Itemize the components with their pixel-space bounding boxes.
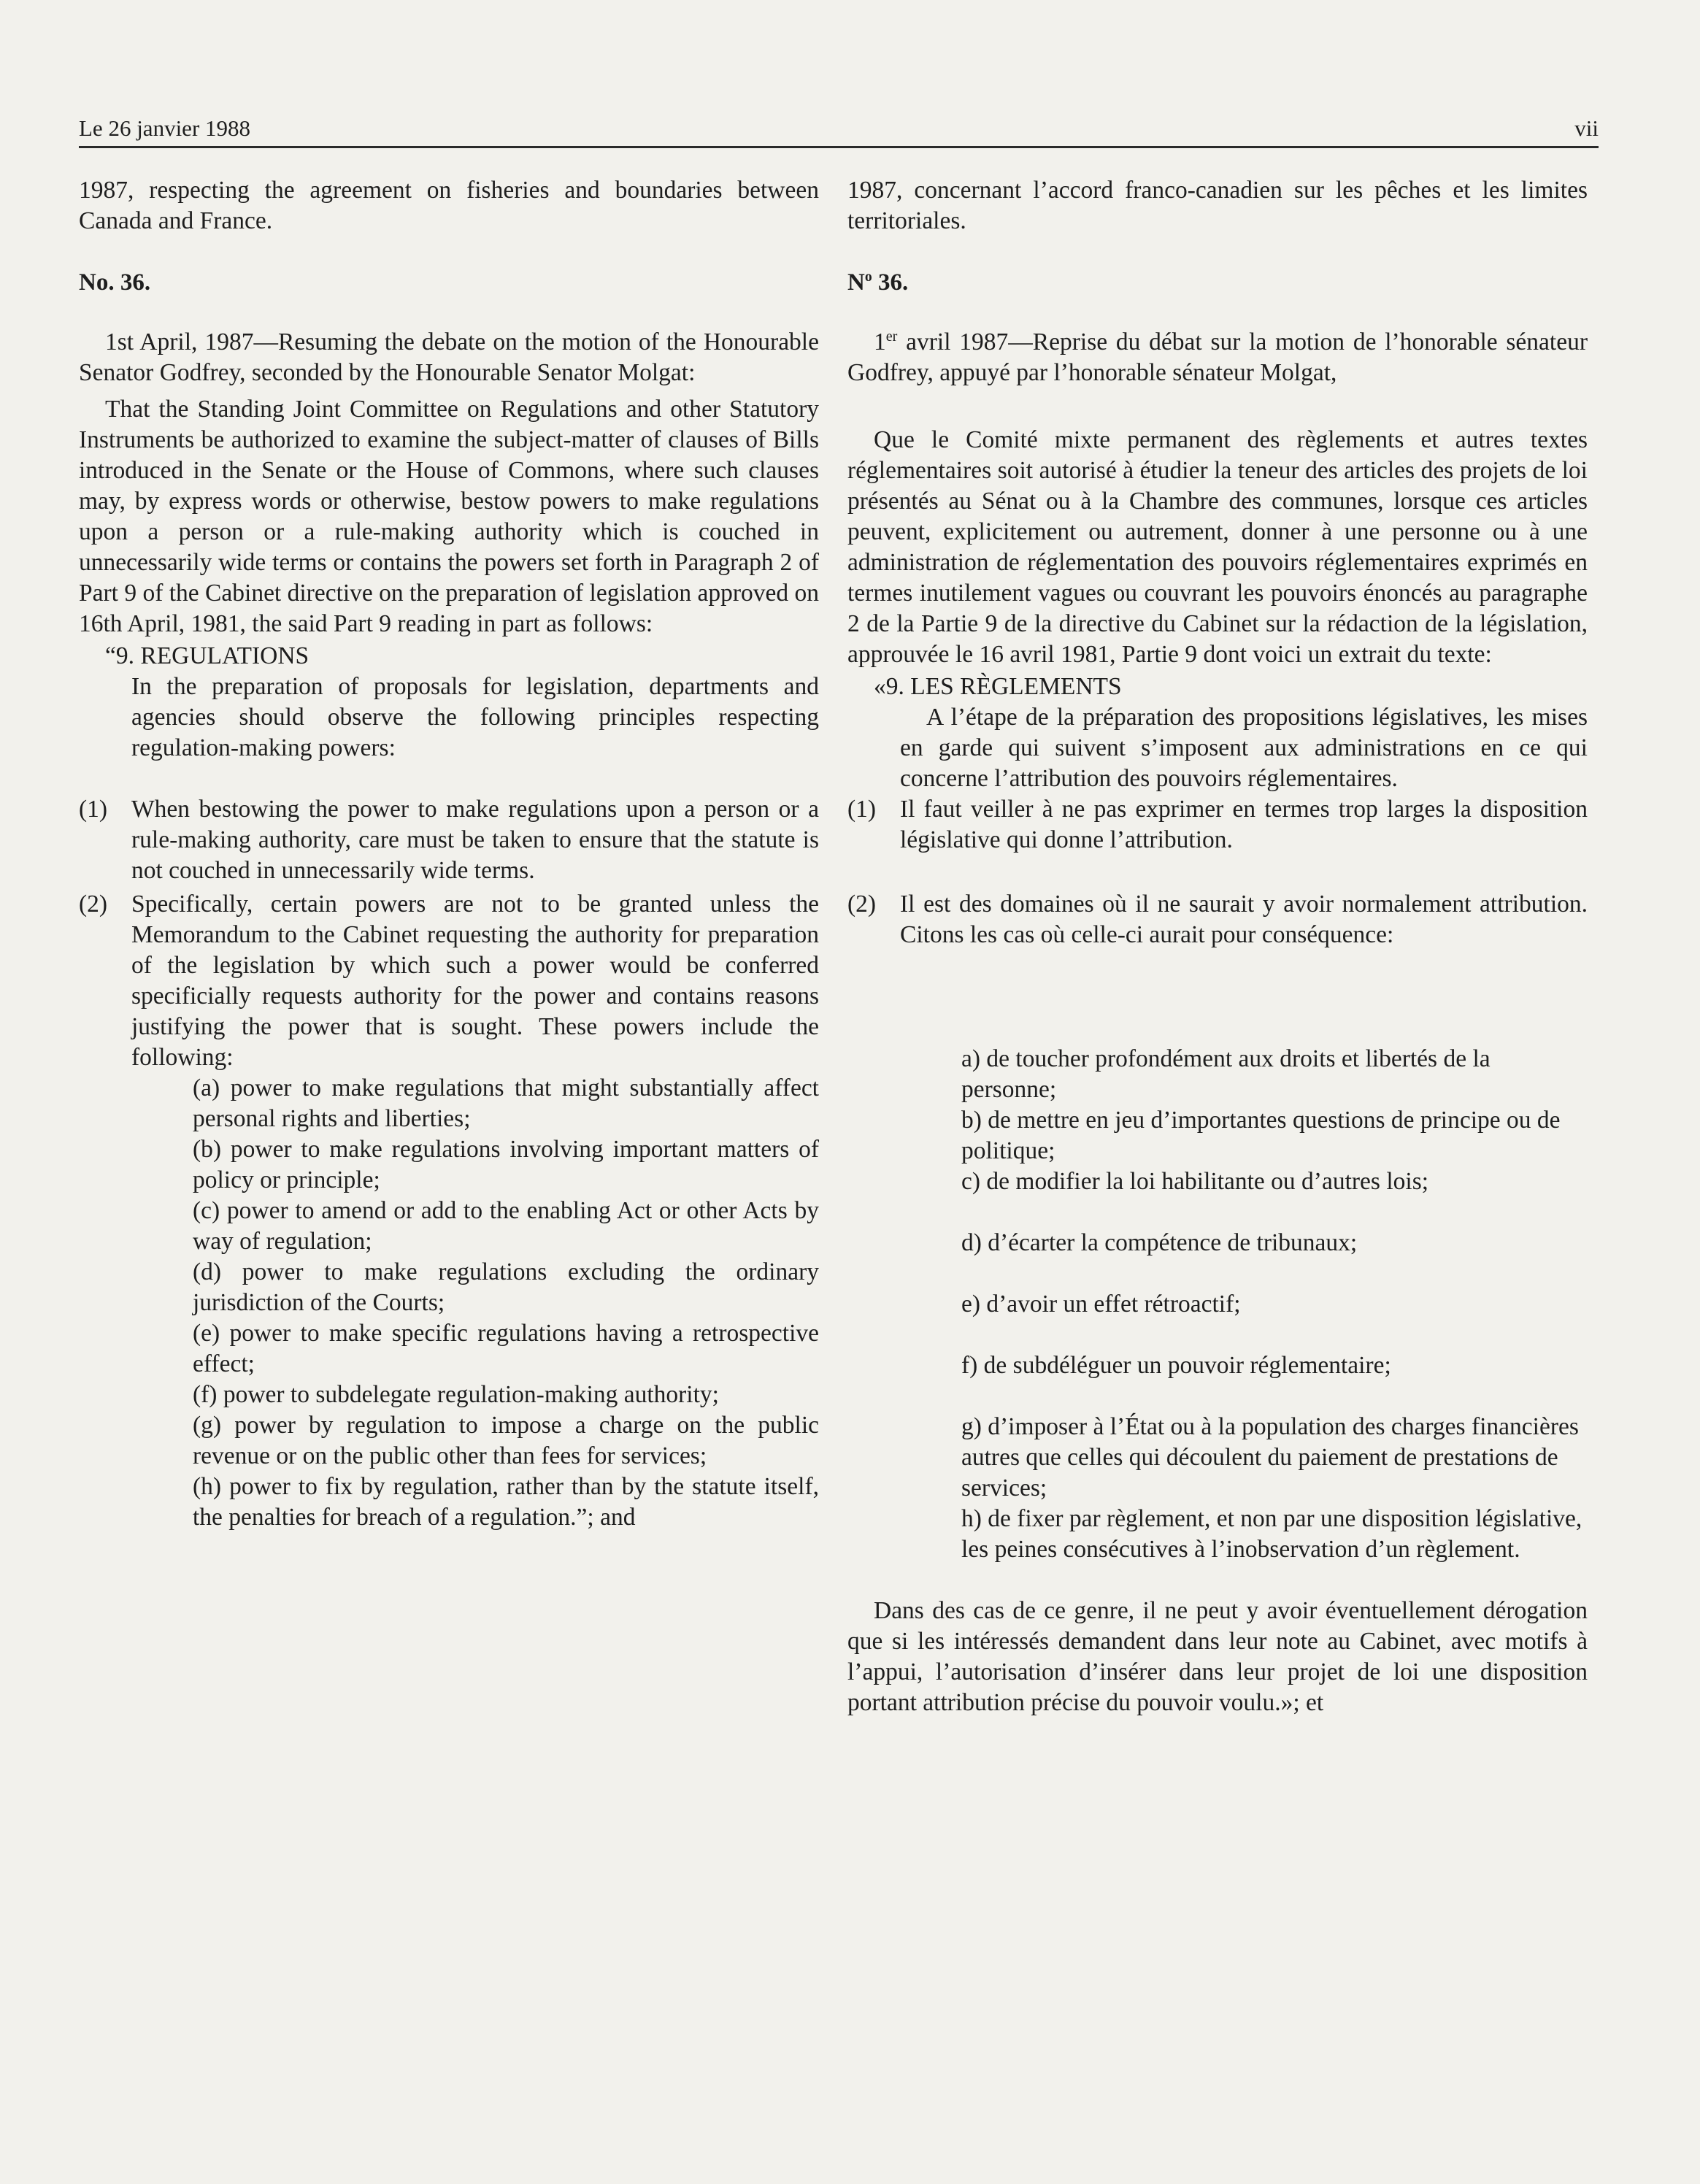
fr-list-item-2-number: (2) [847,891,877,918]
en-list-item-2-text: Specifically, certain powers are not to be granted unless the Memorandum to the Cabinet requesting the authority for preparation of the legislation by which such a power would be conferred specificially requests authority for the power and contains reasons justifying the power that is sought. These powers include the following: [131,891,819,1071]
en-continuation: 1987, respecting the agreement on fisheries and boundaries between Canada and France. [79,177,819,234]
page-number: vii [1574,115,1599,141]
en-intro-paragraph: In the preparation of proposals for legislation, departments and agencies should observe the following principles respecting regulation-making powers: [131,673,819,761]
fr-motion-text: Que le Comité mixte permanent des règlements et autres textes réglementaires soit autorisé à étudier la teneur des articles des projets de loi présentés au Sénat ou à la Chambre des communes, lorsque ces articles peuvent, explicitement ou autrement, donner à une personne ou à une administration de réglementation des pouvoirs réglementaires exprimés en termes inutilement vagues ou couvrant les pouvoirs énoncés au paragraphe 2 de la Partie 9 de la directive du Cabinet sur la rédaction de la législation, approuvée le 16 avril 1981, Partie 9 dont voici un extrait du texte: [847,426,1588,668]
fr-date-paragraph [847,327,1588,388]
fr-sub-item-f: f) de subdéléguer un pouvoir réglementaire; [961,1352,1391,1379]
fr-list-item-1 [847,794,1588,855]
en-sub-item-h: (h) power to fix by regulation, rather than by the statute itself, the penalties for breach of a regulation.”; and [193,1473,819,1531]
fr-number-sup: o [864,269,872,285]
fr-date-rest: avril 1987—Reprise du débat sur la motion de l’honorable sénateur Godfrey, appuyé par l’honorable sénateur Molgat, [847,328,1588,386]
fr-date-day: 1 [874,328,886,355]
fr-item-number [847,267,1588,298]
fr-list-item-2-text: Il est des domaines où il ne saurait y avoir normalement attribution. Citons les cas où celle-ci aurait pour conséquence: [900,891,1588,948]
fr-sub-item-a: a) de toucher profondément aux droits et libertés de la personne; [961,1045,1491,1103]
en-list-item-1-number: (1) [79,796,108,823]
french-column [847,175,1588,1718]
fr-sub-item-d: d) d’écarter la compétence de tribunaux; [961,1229,1358,1256]
fr-continuation: 1987, concernant l’accord franco-canadien sur les pêches et les limites territoriales. [847,177,1588,234]
en-sub-item-c: (c) power to amend or add to the enabling Act or other Acts by way of regulation; [193,1197,819,1255]
en-sub-item-a: (a) power to make regulations that might substantially affect personal rights and liberties; [193,1074,819,1132]
en-sub-item-f: (f) power to subdelegate regulation-making authority; [193,1381,719,1408]
en-date-paragraph: 1st April, 1987—Resuming the debate on the motion of the Honourable Senator Godfrey, seconded by the Honourable Senator Molgat: [79,328,819,386]
en-sub-item-g: (g) power by regulation to impose a charge on the public revenue or on the public other than fees for services; [193,1412,819,1469]
fr-intro-paragraph: A l’étape de la préparation des propositions législatives, les mises en garde qui suivent s’imposent aux administrations en ce qui concerne l’attribution des pouvoirs réglementaires. [900,704,1588,792]
fr-list-item-2 [847,889,1588,950]
header-date: Le 26 janvier 1988 [79,115,251,141]
page-header [79,109,1599,148]
en-sub-item-b: (b) power to make regulations involving important matters of policy or principle; [193,1136,819,1193]
en-regulations-title: “9. REGULATIONS [105,642,309,669]
fr-sub-item-g: g) d’imposer à l’État ou à la population des charges financières autres que celles qui découlent du paiement de prestations de services; [961,1413,1579,1502]
en-motion-text: That the Standing Joint Committee on Regulations and other Statutory Instruments be authorized to examine the subject-matter of clauses of Bills introduced in the Senate or the House of Commons, where such clauses may, by express words or otherwise, bestow powers to make regulations upon a person or a rule-making authority which is couched in unnecessarily wide terms or contains the powers set forth in Paragraph 2 of Part 9 of the Cabinet directive on the preparation of legislation approved on 16th April, 1981, the said Part 9 reading in part as follows: [79,396,819,637]
fr-closing-paragraph: Dans des cas de ce genre, il ne peut y avoir éventuellement dérogation que si les intéressés demandent dans leur note au Cabinet, avec motifs à l’appui, l’autorisation d’insérer dans leur projet de loi une disposition portant attribution précise du pouvoir voulu.»; et [847,1597,1588,1716]
en-list-item-1 [79,794,819,886]
english-column [79,175,819,1533]
fr-sub-item-e: e) d’avoir un effet rétroactif; [961,1291,1241,1318]
fr-sub-item-h: h) de fixer par règlement, et non par une disposition législative, les peines consécutives à l’inobservation d’un règlement. [961,1505,1582,1563]
fr-number-prefix: N [847,269,865,296]
fr-list-item-1-number: (1) [847,796,877,823]
fr-sub-item-c: c) de modifier la loi habilitante ou d’autres lois; [961,1168,1429,1195]
en-item-number: No. 36. [79,269,151,296]
en-sub-item-e: (e) power to make specific regulations having a retrospective effect; [193,1320,819,1377]
fr-date-sup: er [885,328,898,345]
en-list-item-2-number: (2) [79,891,108,918]
en-list-item-2 [79,889,819,1073]
fr-sub-item-b: b) de mettre en jeu d’importantes questions de principe ou de politique; [961,1107,1561,1164]
fr-list-item-1-text: Il faut veiller à ne pas exprimer en termes trop larges la disposition législative qui donne l’attribution. [900,796,1588,853]
fr-number-suffix: 36. [872,269,909,296]
en-list-item-1-text: When bestowing the power to make regulations upon a person or a rule-making authority, care must be taken to ensure that the statute is not couched in unnecessarily wide terms. [131,796,819,884]
en-sub-item-d: (d) power to make regulations excluding the ordinary jurisdiction of the Courts; [193,1258,819,1316]
fr-regulations-title: «9. LES RÈGLEMENTS [874,673,1122,700]
